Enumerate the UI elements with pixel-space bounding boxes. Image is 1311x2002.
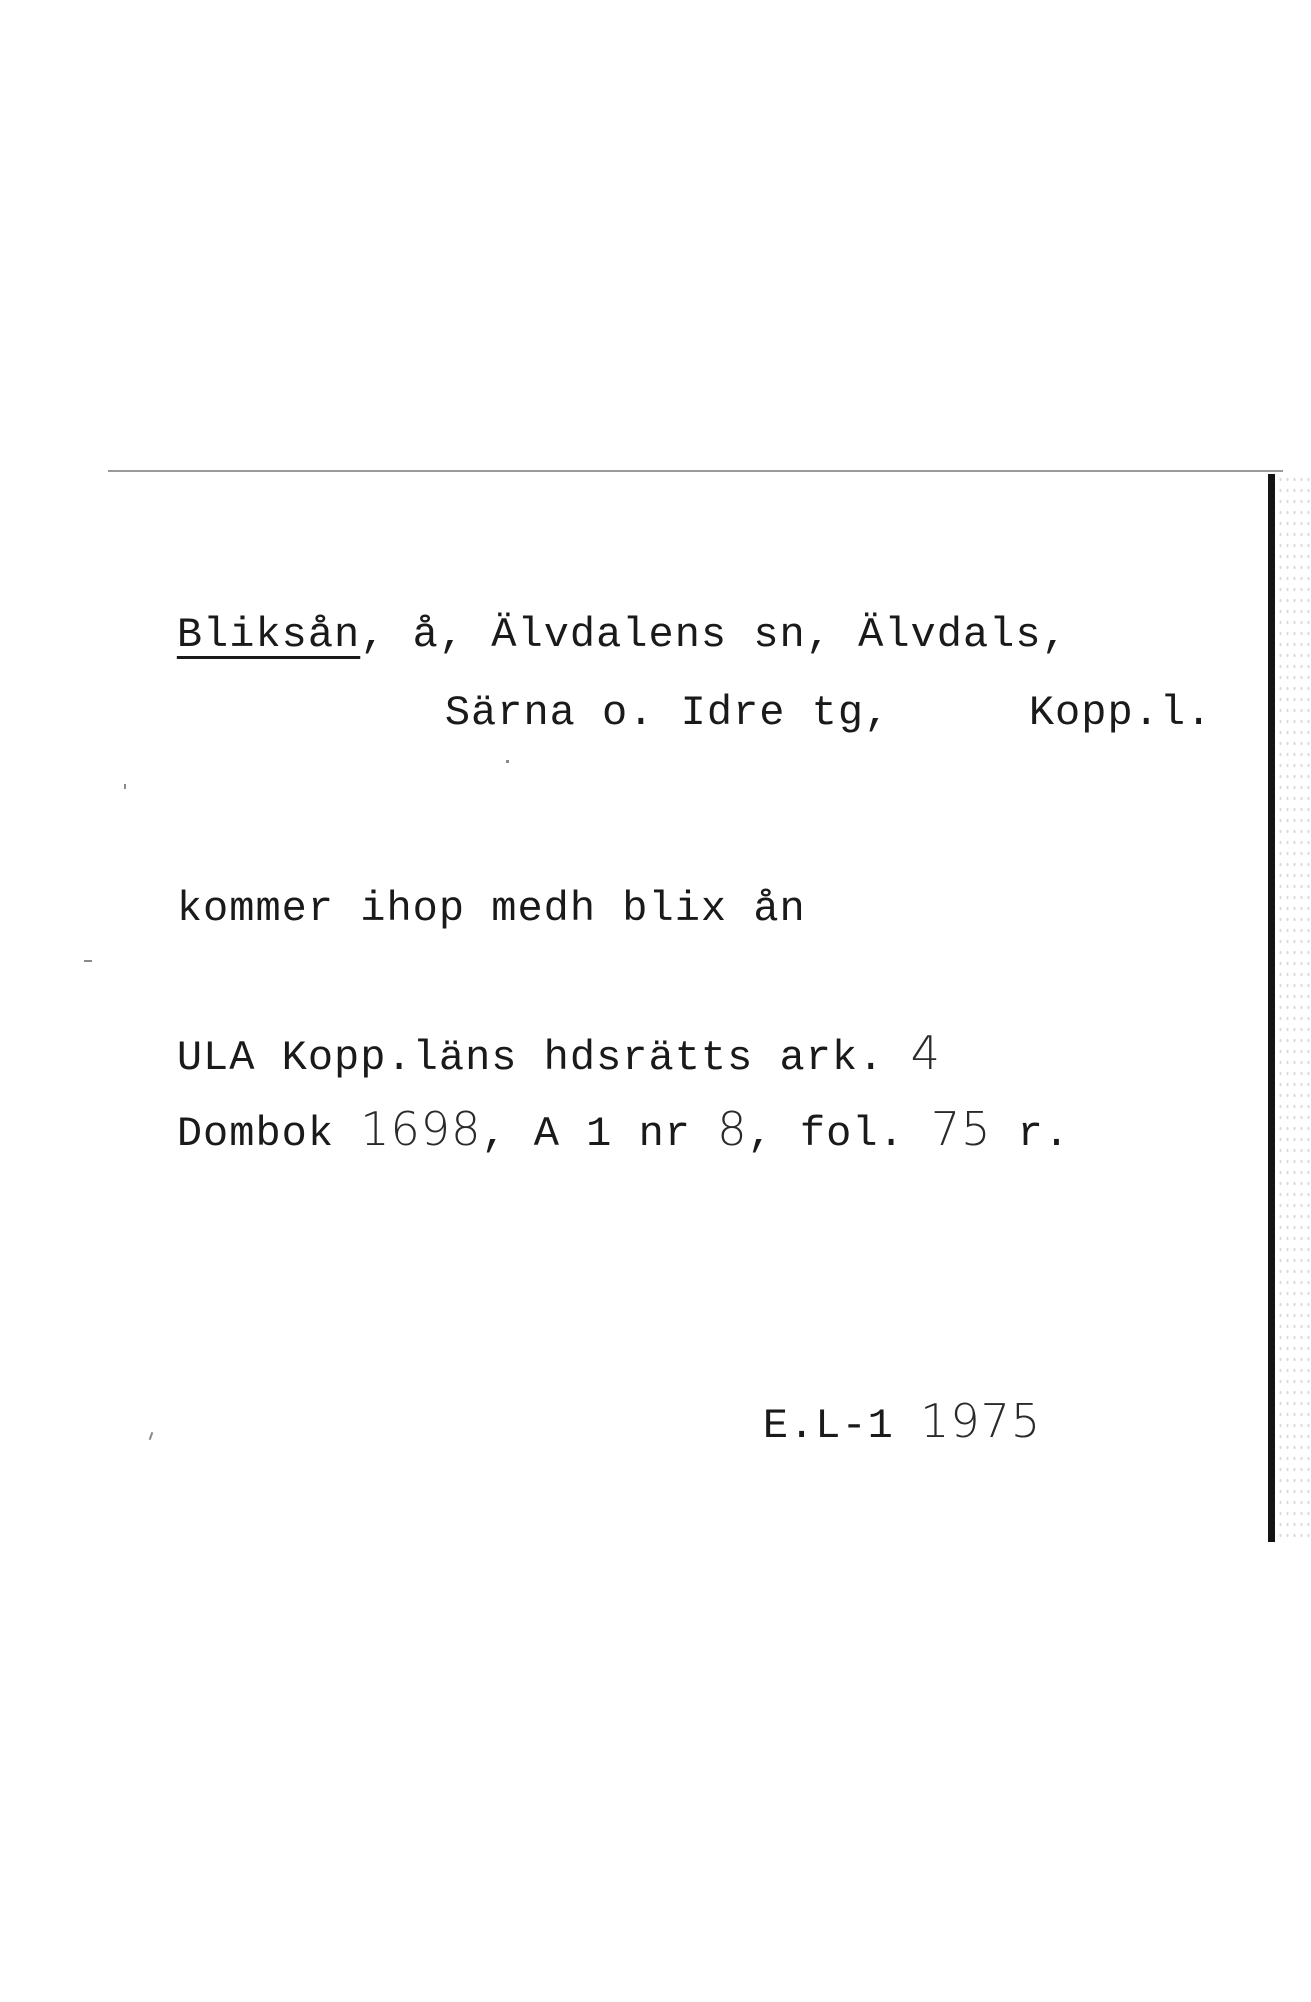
- county-text: Kopp.l.: [1028, 689, 1213, 737]
- dombok-year: 1698: [360, 1102, 482, 1156]
- place-name: Bliksån: [176, 611, 361, 659]
- quote-text: kommer ihop medh blix ån: [176, 885, 806, 933]
- heading-rest: , å, Älvdalens sn, Älvdals,: [360, 611, 1068, 659]
- dombok-label: Dombok: [176, 1110, 361, 1158]
- scan-speck: [149, 1432, 154, 1440]
- folio-side: r.: [991, 1110, 1071, 1158]
- signature-initials: E.L-1: [762, 1402, 894, 1450]
- folio-label: , fol.: [747, 1110, 931, 1158]
- dombok-number: 8: [717, 1102, 748, 1156]
- archive-text: ULA Kopp.läns hdsrätts ark.: [176, 1034, 885, 1082]
- scan-speck: [506, 760, 509, 763]
- district-text: Särna o. Idre tg,: [444, 689, 891, 737]
- scan-noise: [1277, 474, 1311, 1542]
- dombok-series: , A 1 nr: [481, 1110, 718, 1158]
- heading-line-2: [340, 650, 890, 776]
- signature-year: 1975: [920, 1394, 1042, 1448]
- card-right-edge: [1268, 474, 1275, 1542]
- scan-speck: [84, 960, 92, 962]
- archive-number: 4: [910, 1026, 941, 1080]
- folio-number: 75: [930, 1102, 992, 1156]
- source-line-2: [72, 1064, 1070, 1197]
- source-quote: [72, 846, 806, 972]
- card-top-edge: [108, 470, 1283, 472]
- signature: [658, 1356, 1041, 1489]
- scan-speck: [124, 784, 126, 789]
- county-abbrev: [924, 650, 1212, 776]
